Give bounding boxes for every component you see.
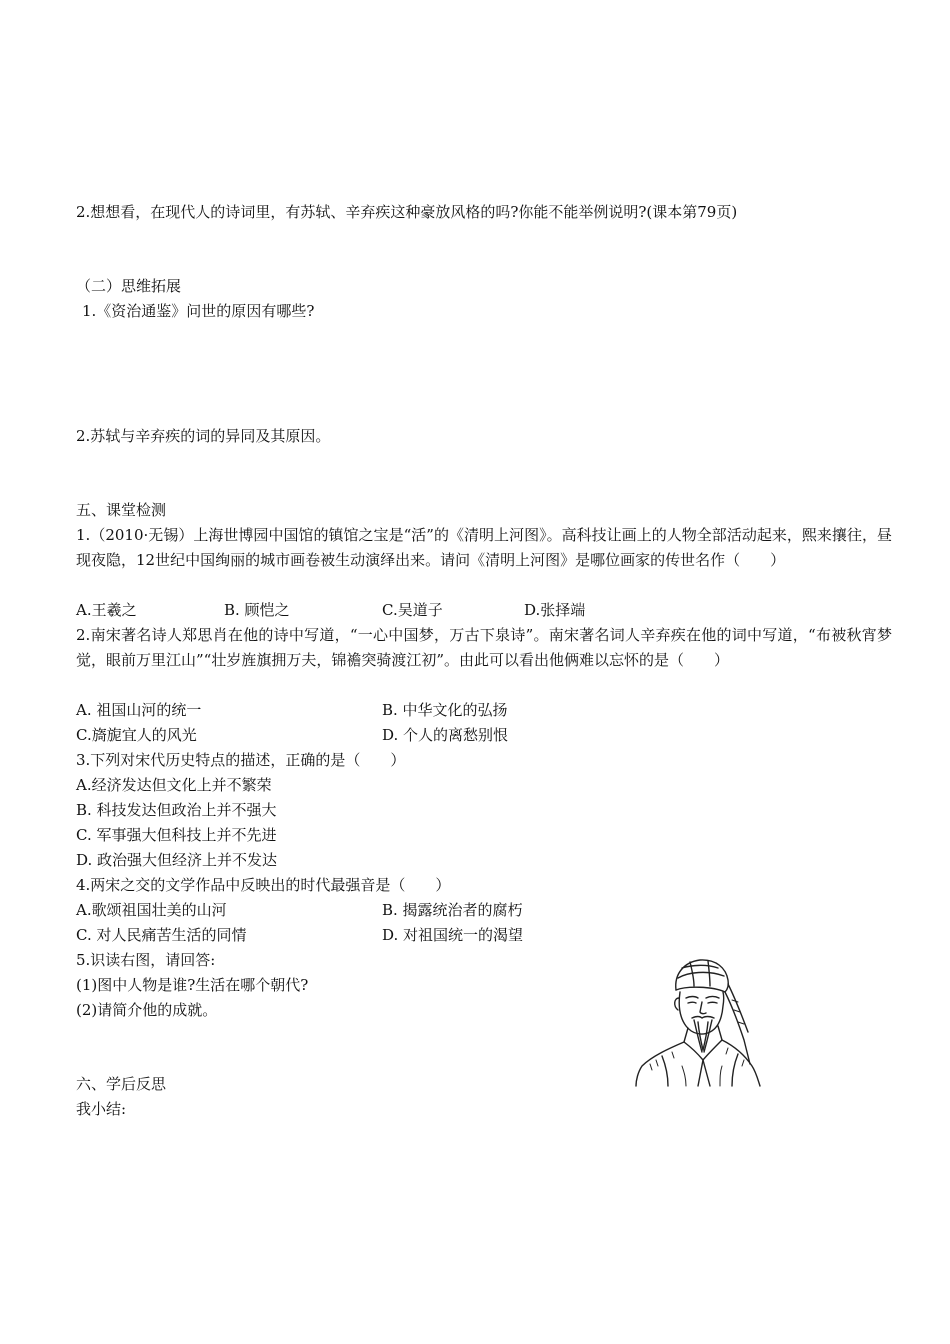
- q1-option-a: A.王羲之: [76, 601, 137, 619]
- q3-option-a: A.经济发达但文化上并不繁荣: [76, 776, 272, 794]
- q5-sub-question-1: (1)图中人物是谁?生活在哪个朝代?: [76, 976, 309, 994]
- quiz-question-2-stem: 2.南宋著名诗人郑思肖在他的诗中写道，“一心中国梦，万古下泉诗”。南宋著名词人辛弃疾在他的词中写道，“布被秋宵梦觉，眼前万里江山”“壮岁旌旗拥万夫，锦襜突骑渡江初”。由此可以看出他俩难以忘怀的是（ ）: [76, 626, 892, 669]
- q2-option-c: C.旖旎宜人的风光: [76, 726, 197, 744]
- ancient-poet-portrait-icon: [632, 956, 766, 1088]
- section-5-title: 五、课堂检测: [76, 501, 167, 519]
- expand-question-1: 1.《资治通鉴》问世的原因有哪些?: [82, 302, 315, 320]
- q3-option-d: D. 政治强大但经济上并不发达: [76, 851, 278, 869]
- expand-question-2: 2.苏轼与辛弃疾的词的异同及其原因。: [76, 427, 331, 445]
- q3-option-b: B. 科技发达但政治上并不强大: [76, 801, 277, 819]
- q2-option-a: A. 祖国山河的统一: [76, 701, 202, 719]
- q3-option-c: C. 军事强大但科技上并不先进: [76, 826, 277, 844]
- q4-option-a: A.歌颂祖国壮美的山河: [76, 901, 227, 919]
- q4-option-c: C. 对人民痛苦生活的同情: [76, 926, 247, 944]
- quiz-question-1-stem: 1.（2010·无锡）上海世博园中国馆的镇馆之宝是“活”的《清明上河图》。高科技让画上的人物全部活动起来，熙来攘往，昼现夜隐，12世纪中国绚丽的城市画卷被生动演绎出来。请问《清明上河图》是哪位画家的传世名作（ ）: [76, 526, 892, 569]
- question-think-2: 2.想想看，在现代人的诗词里，有苏轼、辛弃疾这种豪放风格的吗?你能不能举例说明?(课本第79页): [76, 203, 738, 221]
- q1-option-b: B. 顾恺之: [224, 601, 290, 619]
- quiz-question-4-stem: 4.两宋之交的文学作品中反映出的时代最强音是（ ）: [76, 876, 451, 894]
- q2-option-b: B. 中华文化的弘扬: [382, 701, 508, 719]
- q4-option-d: D. 对祖国统一的渴望: [382, 926, 524, 944]
- q1-option-c: C.吴道子: [382, 601, 443, 619]
- section-expand-title: （二）思维拓展: [76, 277, 182, 295]
- q4-option-b: B. 揭露统治者的腐朽: [382, 901, 523, 919]
- q1-option-d: D.张择端: [524, 601, 586, 619]
- self-summary-label: 我小结:: [76, 1100, 127, 1118]
- q5-sub-question-2: (2)请简介他的成就。: [76, 1001, 218, 1019]
- section-6-title: 六、学后反思: [76, 1075, 167, 1093]
- q2-option-d: D. 个人的离愁别恨: [382, 726, 509, 744]
- quiz-question-5-stem: 5.识读右图，请回答:: [76, 951, 216, 969]
- quiz-question-3-stem: 3.下列对宋代历史特点的描述，正确的是（ ）: [76, 751, 406, 769]
